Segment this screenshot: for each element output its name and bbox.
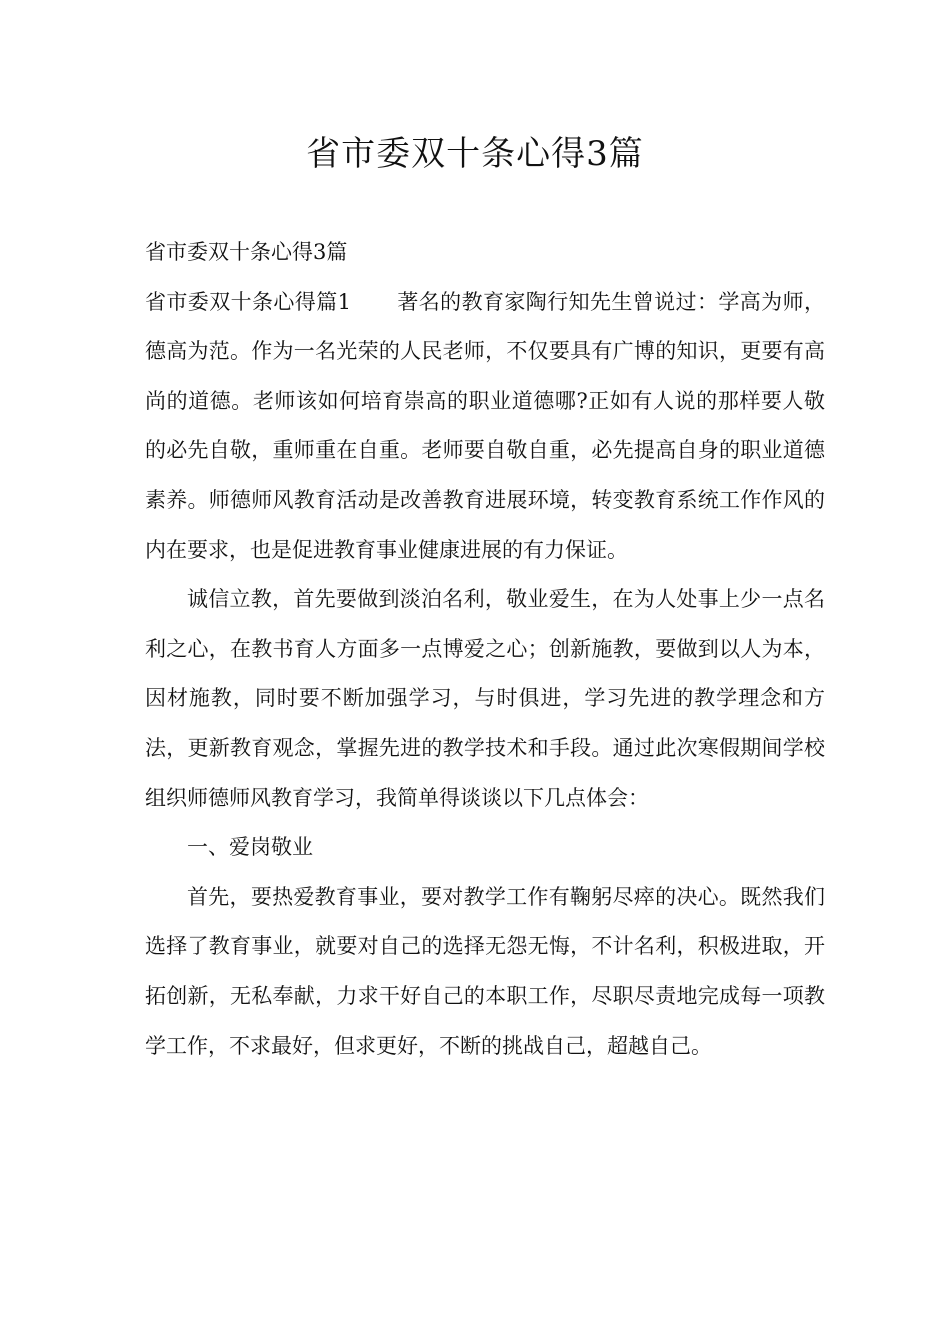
first-paragraph: [145, 278, 825, 576]
second-paragraph: 诚信立教，首先要做到淡泊名利，敬业爱生，在为人处事上少一点名利之心，在教书育人方面多一点博爱之心；创新施教，要做到以人为本，因材施教，同时要不断加强学习，与时俱进，学习先进的教学理念和方法，更新教育观念，掌握先进的教学技术和手段。通过此次寒假期间学校组织师德师风教育学习，我简单得谈谈以下几点体会：: [145, 587, 825, 810]
section-label: 省市委双十条心得篇1: [145, 289, 351, 314]
document-body: [145, 228, 825, 1071]
first-paragraph-text: 著名的教育家陶行知先生曾说过：学高为师，德高为范。作为一名光荣的人民老师，不仅要具有广博的知识，更要有高尚的道德。老师该如何培育崇高的职业道德哪?正如有人说的那样要人敬的必先自敬，重师重在自重。老师要自敬自重，必先提高自身的职业道德素养。师德师风教育活动是改善教育进展环境，转变教育系统工作作风的内在要求，也是促进教育事业健康进展的有力保证。: [145, 289, 825, 562]
document-subtitle: 省市委双十条心得3篇: [145, 240, 348, 264]
document-title: 省市委双十条心得3篇: [306, 134, 644, 174]
section-heading-love-post: 一、爱岗敬业: [187, 835, 313, 860]
third-paragraph: 首先，要热爱教育事业，要对教学工作有鞠躬尽瘁的决心。既然我们选择了教育事业，就要对自己的选择无怨无悔，不计名利，积极进取，开拓创新，无私奉献，力求干好自己的本职工作，尽职尽责地完成每一项教学工作，不求最好，但求更好，不断的挑战自己，超越自己。: [145, 884, 825, 1058]
